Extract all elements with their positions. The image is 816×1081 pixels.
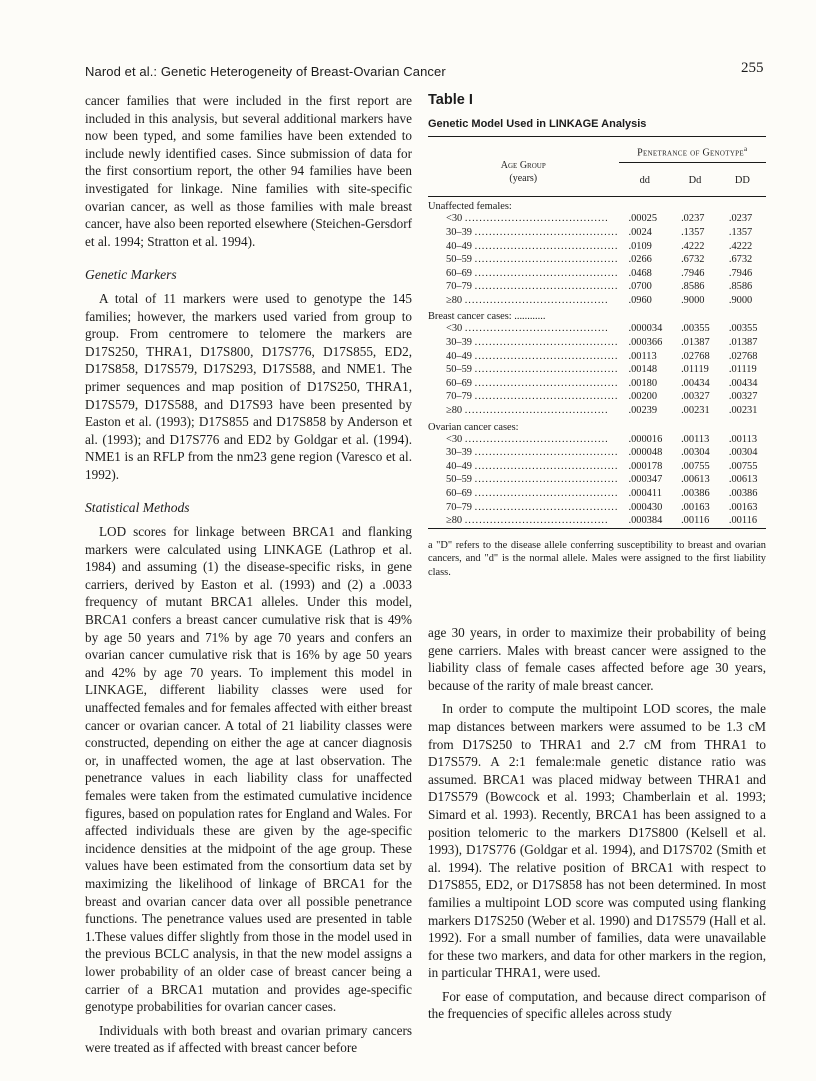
section-title: Unaffected females: xyxy=(428,201,512,213)
age-label: 30–39 xyxy=(446,447,472,459)
value-cell-DD: .9000 xyxy=(728,294,753,306)
value-cell-DD: .00163 xyxy=(728,501,758,513)
value-cell-dd: .0266 xyxy=(628,254,652,266)
genetic-model-table xyxy=(428,136,766,531)
value-cell-DD: .4222 xyxy=(728,240,753,252)
value-cell-dd: .0109 xyxy=(628,240,652,252)
value-cell-Dd: .00304 xyxy=(681,447,710,459)
value-cell-dd: .000347 xyxy=(628,474,663,486)
leader-dots: ........................................ xyxy=(474,267,619,279)
leader-dots: ........................................ xyxy=(474,254,619,266)
table-label: Table I xyxy=(428,92,473,108)
table-row xyxy=(428,473,766,487)
value-cell-dd: .00200 xyxy=(628,391,658,403)
table-row xyxy=(428,350,766,364)
age-cell xyxy=(428,487,619,501)
paragraph: cancer families that were included in the first report are included in this analysis, but several additional markers have now been typed, and some families have been extended to include newly identified cases. Since submission of data for the first consortium report, the other 94 families have been investigated for linkage. Nine families with site-specific ovarian cancer, as well as those families with male breast cancer, have also been reported elsewhere (Steichen-Gersdorf et al. 1994; Stratton et al. 1994). xyxy=(85,93,412,249)
value-cell-DD: .00755 xyxy=(728,460,758,472)
value-cell-dd: .00025 xyxy=(628,213,658,225)
value-cell-DD: .00231 xyxy=(728,405,758,417)
value-cell-Dd: .00231 xyxy=(681,405,710,417)
running-head: Narod et al.: Genetic Heterogeneity of Breast-Ovarian Cancer xyxy=(85,64,446,79)
value-cell-DD: .01119 xyxy=(728,364,757,376)
table-row xyxy=(428,226,766,240)
age-group-header-line2: (years) xyxy=(509,173,538,184)
age-label: 50–59 xyxy=(446,364,472,376)
age-label: 70–79 xyxy=(446,501,472,513)
age-cell xyxy=(428,253,619,267)
value-cell-DD: .00355 xyxy=(728,323,758,335)
leader-dots: ........................................ xyxy=(474,337,619,349)
table-bottom-rule xyxy=(428,528,766,531)
age-cell xyxy=(428,336,619,350)
value-cell-Dd: .01119 xyxy=(681,364,709,376)
age-label: <30 xyxy=(446,433,463,445)
table-1-block xyxy=(428,92,766,580)
age-label: 30–39 xyxy=(446,337,472,349)
value-cell-dd: .00148 xyxy=(628,364,658,376)
value-cell-Dd: .7946 xyxy=(681,267,705,279)
age-label: 70–79 xyxy=(446,281,472,293)
leader-dots: ........................................ xyxy=(464,515,609,527)
leader-dots: ........................................ xyxy=(474,460,619,472)
age-group-header-line1: Age Group xyxy=(500,160,546,171)
footnote-mark: a xyxy=(743,145,748,153)
age-cell xyxy=(428,446,619,460)
age-label: <30 xyxy=(446,213,463,225)
paragraph: LOD scores for linkage between BRCA1 and flanking markers were calculated using LINKAGE (Lathrop et al. 1984) and assuming (1) the disease-specific risks, in gene carriers, derived by Easton et al. (1993) and (2) a .0033 frequency of mutant BRCA1 alleles. Under this model, BRCA1 confers a breast cancer cumulative risk that is 49% by age 50 years and 71% by age 70 years and confers an ovarian cancer cumulative risk that is 16% by age 50 years and 42% by age 70 years. To implement this model in LINKAGE, different liability classes were used for unaffected females and for females affected with either breast cancer or ovarian cancer. A total of 21 liability classes were constructed, depending on either the age at cancer diagnosis or, in unaffected women, the age at last observation. The penetrance values in each liability class for unaffected females were taken from the estimated cumulative incidence figures, based on population rates for England and Wales. For affected individuals these are given by the age-specific incidence densities at the midpoint of the age group. These values have been estimated from the consortium data set by maximizing the likelihood of linkage of BRCA1 for the breast and ovarian cancer data over all possible penetrance functions. The penetrance values used are presented in table 1.These values differ slightly from those in the model used in the previous BCLC analysis, in that the new model assigns a lower probability of an older case of breast cancer being a carrier of a BRCA1 mutation and provides age-specific genotype probabilities for ovarian cancer cases. xyxy=(85,524,412,1015)
value-cell-DD: .01387 xyxy=(728,337,758,349)
value-cell-dd: .00239 xyxy=(628,405,658,417)
value-cell-DD: .7946 xyxy=(728,267,753,279)
age-cell xyxy=(428,433,619,447)
value-cell-Dd: .00327 xyxy=(681,391,710,403)
value-cell-Dd: .1357 xyxy=(681,226,705,238)
table-row xyxy=(428,253,766,267)
value-cell-dd: .000411 xyxy=(628,488,662,500)
leader-dots: ........................................ xyxy=(474,447,619,459)
value-cell-dd: .0024 xyxy=(628,226,652,238)
leader-dots: ........................................ xyxy=(474,226,619,238)
leader-dots: ........................................ xyxy=(474,391,619,403)
table-section-header xyxy=(428,307,766,322)
table-row xyxy=(428,336,766,350)
age-label: <30 xyxy=(446,323,463,335)
value-cell-Dd: .00613 xyxy=(681,474,710,486)
table-row xyxy=(428,433,766,447)
value-cell-DD: .00116 xyxy=(728,515,758,527)
col-header-DD: DD xyxy=(734,175,750,187)
leader-dots: ........................................ xyxy=(474,501,619,513)
value-cell-dd: .000048 xyxy=(628,447,663,459)
table-row xyxy=(428,487,766,501)
leader-dots: ........................................ xyxy=(474,350,619,362)
age-label: 70–79 xyxy=(446,391,472,403)
age-label: 40–49 xyxy=(446,460,472,472)
table-section-header xyxy=(428,197,766,213)
table-row xyxy=(428,280,766,294)
leader-dots: ........................................ xyxy=(464,294,609,306)
age-label: ≥80 xyxy=(446,294,463,306)
value-cell-Dd: .6732 xyxy=(681,254,705,266)
section-title: Ovarian cancer cases: xyxy=(428,421,519,433)
page-number: 255 xyxy=(741,60,764,76)
penetrance-header xyxy=(619,137,767,168)
leader-dots: ........................................ xyxy=(474,240,619,252)
value-cell-Dd: .02768 xyxy=(681,350,710,362)
age-cell xyxy=(428,267,619,281)
age-label: 40–49 xyxy=(446,350,472,362)
value-cell-Dd: .00355 xyxy=(681,323,710,335)
table-row xyxy=(428,363,766,377)
value-cell-Dd: .00755 xyxy=(681,460,710,472)
age-label: 40–49 xyxy=(446,240,472,252)
age-cell xyxy=(428,460,619,474)
table-row xyxy=(428,446,766,460)
value-cell-Dd: .01387 xyxy=(681,337,710,349)
table-row xyxy=(428,240,766,254)
age-cell xyxy=(428,212,619,226)
table-row xyxy=(428,390,766,404)
age-cell xyxy=(428,404,619,418)
table-row xyxy=(428,501,766,515)
value-cell-Dd: .9000 xyxy=(681,294,705,306)
age-cell xyxy=(428,322,619,336)
value-cell-Dd: .0237 xyxy=(681,213,705,225)
age-cell xyxy=(428,501,619,515)
value-cell-dd: .00113 xyxy=(628,350,657,362)
value-cell-dd: .000430 xyxy=(628,501,663,513)
table-section-header xyxy=(428,418,766,433)
paragraph: A total of 11 markers were used to genotype the 145 families; however, the markers used varied from group to group. From centromere to telomere the markers are D17S250, THRA1, D17S800, D17S776, D17S855, ED2, D17S858, D17S579, D17S293, D17S588, and NME1. The primer sequences and map position of D17S250, THRA1, D17S579, D17S588, and D17S93 have been presented by Easton et al. (1993); D17S855 and D17S858 by Anderson et al. (1993); and D17S776 and ED2 by Goldgar et al. (1994). NME1 is an RFLP from the nm23 gene region (Varesco et al. 1992). xyxy=(85,290,412,482)
right-column-text xyxy=(428,624,766,1023)
value-cell-DD: .00434 xyxy=(728,377,758,389)
age-label: 50–59 xyxy=(446,474,472,486)
leader-dots: ........................................ xyxy=(464,323,609,335)
age-cell xyxy=(428,363,619,377)
value-cell-DD: .0237 xyxy=(728,213,753,225)
table-caption: Genetic Model Used in LINKAGE Analysis xyxy=(428,118,647,130)
value-cell-DD: .00304 xyxy=(728,447,758,459)
age-cell xyxy=(428,514,619,528)
age-cell xyxy=(428,280,619,294)
table-row xyxy=(428,404,766,418)
value-cell-dd: .0468 xyxy=(628,267,652,279)
age-group-header xyxy=(428,137,619,197)
value-cell-Dd: .00163 xyxy=(681,501,710,513)
value-cell-DD: .8586 xyxy=(728,281,753,293)
value-cell-Dd: .00386 xyxy=(681,488,710,500)
age-label: 60–69 xyxy=(446,377,472,389)
value-cell-DD: .00113 xyxy=(728,433,758,445)
table-footnote-text: a "D" refers to the disease allele conferring susceptibility to breast and ovarian cancers, and "d" is the normal allele. Males were assigned to the first liability class. xyxy=(428,539,766,578)
paragraph: In order to compute the multipoint LOD scores, the male map distances between markers were assumed to be 1.3 cM from D17S250 to THRA1 and 2.7 cM from THRA1 to D17S579. A 2:1 female:male genetic distance ratio was assumed. BRCA1 was placed midway between THRA1 and D17S579 (Bowcock et al. 1993; Chamberlain et al. 1993; Simard et al. 1993). Recently, BRCA1 has been assigned to a position telomeric to the markers D17S800 (Kelsell et al. 1993), D17S776 (Goldgar et al. 1994), and D17S702 (Smith et al. 1994). The relative position of BRCA1 with respect to D17S855, ED2, or D17S858 has not been determined. In most families a multipoint LOD score was computed using flanking markers D17S250 (Weber et al. 1990) and D17S579 (Hall et al. 1992). For a small number of families, data were unavailable for these two markers, and data for other markers in the region, in particular THRA1, were used. xyxy=(428,701,766,981)
value-cell-Dd: .8586 xyxy=(681,281,705,293)
value-cell-dd: .0700 xyxy=(628,281,652,293)
table-row xyxy=(428,212,766,226)
paragraph: For ease of computation, and because direct comparison of the frequencies of specific alleles across study xyxy=(428,988,766,1022)
col-header-dd: dd xyxy=(639,175,650,187)
age-label: 30–39 xyxy=(446,226,472,238)
value-cell-DD: .02768 xyxy=(728,350,758,362)
age-label: ≥80 xyxy=(446,515,463,527)
paragraph: age 30 years, in order to maximize their probability of being gene carriers. Males with breast cancer were assigned to the liability class of female cases affected before age 30 years, because of the rarity of male breast cancer. xyxy=(428,625,766,693)
leader-dots: ........................................ xyxy=(464,433,609,445)
table-row xyxy=(428,514,766,528)
leader-dots: ........................................ xyxy=(474,364,619,376)
value-cell-DD: .00386 xyxy=(728,488,758,500)
paragraph: Individuals with both breast and ovarian primary cancers were treated as if affected with breast cancer before xyxy=(85,1022,412,1056)
value-cell-DD: .00327 xyxy=(728,391,758,403)
penetrance-header-text: Penetrance of Genotype xyxy=(637,147,744,159)
section-heading-statistical-methods: Statistical Methods xyxy=(85,500,190,516)
table-row xyxy=(428,267,766,281)
value-cell-dd: .000016 xyxy=(628,433,663,445)
table-footnote xyxy=(428,539,766,580)
col-header-Dd: Dd xyxy=(688,175,702,187)
age-cell xyxy=(428,473,619,487)
table-row xyxy=(428,294,766,308)
value-cell-Dd: .4222 xyxy=(681,240,705,252)
value-cell-dd: .00180 xyxy=(628,377,658,389)
age-cell xyxy=(428,390,619,404)
value-cell-DD: .6732 xyxy=(728,254,753,266)
leader-dots: ........................................ xyxy=(464,405,609,417)
age-cell xyxy=(428,377,619,391)
value-cell-DD: .00613 xyxy=(728,474,758,486)
table-row xyxy=(428,322,766,336)
section-heading-genetic-markers: Genetic Markers xyxy=(85,267,177,283)
value-cell-dd: .000178 xyxy=(628,460,663,472)
age-label: 60–69 xyxy=(446,488,472,500)
value-cell-Dd: .00116 xyxy=(681,515,710,527)
leader-dots: ........................................ xyxy=(474,377,619,389)
age-label: 60–69 xyxy=(446,267,472,279)
age-cell xyxy=(428,240,619,254)
value-cell-Dd: .00113 xyxy=(681,433,710,445)
value-cell-dd: .000034 xyxy=(628,323,663,335)
value-cell-dd: .0960 xyxy=(628,294,652,306)
leader-dots: ........................................ xyxy=(474,488,619,500)
table-row xyxy=(428,460,766,474)
table-row xyxy=(428,377,766,391)
leader-dots: ........................................ xyxy=(464,213,609,225)
age-cell xyxy=(428,226,619,240)
leader-dots: ........................................ xyxy=(474,474,619,486)
value-cell-Dd: .00434 xyxy=(681,377,710,389)
left-column xyxy=(85,92,412,1057)
age-label: ≥80 xyxy=(446,405,463,417)
value-cell-dd: .000366 xyxy=(628,337,663,349)
section-title: Breast cancer cases: ............ xyxy=(428,311,546,323)
age-cell xyxy=(428,350,619,364)
value-cell-DD: .1357 xyxy=(728,226,753,238)
age-label: 50–59 xyxy=(446,254,472,266)
age-cell xyxy=(428,294,619,308)
leader-dots: ........................................ xyxy=(474,281,619,293)
value-cell-dd: .000384 xyxy=(628,515,663,527)
